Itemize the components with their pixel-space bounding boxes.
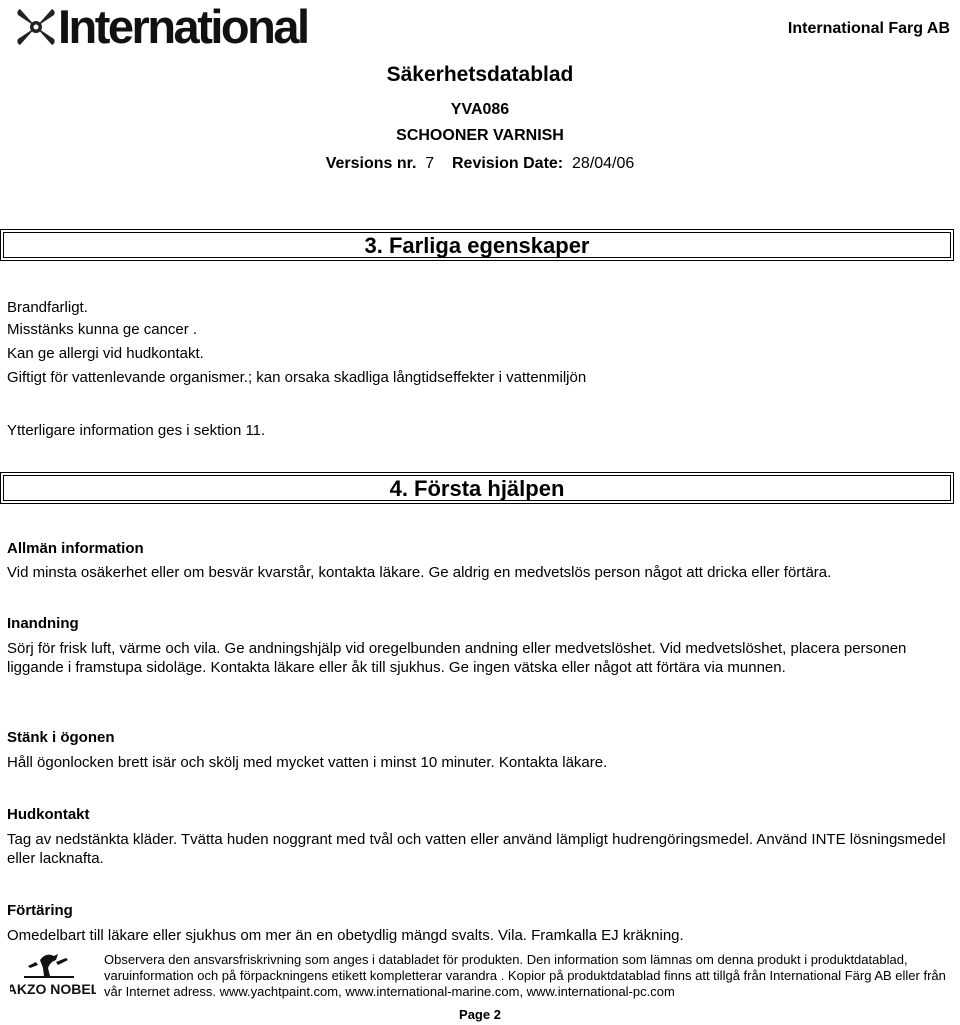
eyes-text: Håll ögonlocken brett isär och skölj med mycket vatten i minst 10 minuter. Kontakta läkare. <box>7 754 608 771</box>
akzo-nobel-logo <box>10 950 96 998</box>
hazard-line: Kan ge allergi vid hudkontakt. <box>7 345 204 362</box>
version-line <box>0 155 960 173</box>
international-logo <box>14 0 308 53</box>
akzo-nobel-figure-icon <box>10 950 96 998</box>
hazard-line: Giftigt för vattenlevande organismer.; kan orsaka skadliga långtidseffekter i vattenmiljön <box>7 369 587 386</box>
product-code: YVA086 <box>450 101 510 118</box>
version-label: Versions nr. <box>325 155 417 172</box>
logo-wordmark: International <box>58 0 308 53</box>
skin-text: Tag av nedstänkta kläder. Tvätta huden noggrant med tvål och vatten eller använd lämpligt hudrengöringsmedel. Använd INTE lösningsmedel eller lacknafta. <box>7 831 946 867</box>
eyes-heading: Stänk i ögonen <box>7 729 115 746</box>
footer-disclaimer: Observera den ansvarsfriskrivning som anges i databladet för produkten. Den information som lämnas om denna produkt i produktdatablad, varuinformation och på förpackningens etikett kompletterar varandra . Kopior på produktdatablad finns att tillgå från International Färg AB eller från vår Internet adress. www.yachtpaint.com, www.international-marine.com, www.international-pc.com <box>104 952 946 999</box>
propeller-logo-icon <box>14 5 58 49</box>
section-4-title: 4. Första hjälpen <box>0 472 954 504</box>
revision-value: 28/04/06 <box>572 155 635 172</box>
ingestion-text: Omedelbart till läkare eller sjukhus om mer än en obetydlig mängd svalts. Vila. Framkalla EJ kräkning. <box>7 927 684 944</box>
page-number: Page 2 <box>459 1007 501 1022</box>
general-info-heading: Allmän information <box>7 540 144 557</box>
product-name: SCHOONER VARNISH <box>396 127 564 144</box>
inhalation-text: Sörj för frisk luft, värme och vila. Ge andningshjälp vid oregelbunden andning eller medvetslöshet. Vid medvetslöshet, placera personen liggande i framstupa sidoläge. Kontakta läkare eller åk till sjukhus. Ge ingen vätska eller något att förtära via munnen. <box>7 640 907 676</box>
revision-label: Revision Date: <box>451 155 564 172</box>
document-title: Säkerhetsdatablad <box>386 63 574 86</box>
version-value: 7 <box>425 155 435 172</box>
inhalation-heading: Inandning <box>7 615 79 632</box>
akzo-nobel-text: AKZO NOBEL <box>10 981 96 997</box>
section-3-title: 3. Farliga egenskaper <box>0 229 954 261</box>
company-name: International Farg AB <box>787 20 950 37</box>
ingestion-heading: Förtäring <box>7 902 73 919</box>
skin-heading: Hudkontakt <box>7 806 90 823</box>
hazard-line: Misstänks kunna ge cancer . <box>7 321 198 338</box>
more-info-text: Ytterligare information ges i sektion 11. <box>7 422 266 439</box>
general-info-text: Vid minsta osäkerhet eller om besvär kvarstår, kontakta läkare. Ge aldrig en medvetslös person något att dricka eller förtära. <box>7 564 832 581</box>
hazard-line: Brandfarligt. <box>7 299 88 316</box>
